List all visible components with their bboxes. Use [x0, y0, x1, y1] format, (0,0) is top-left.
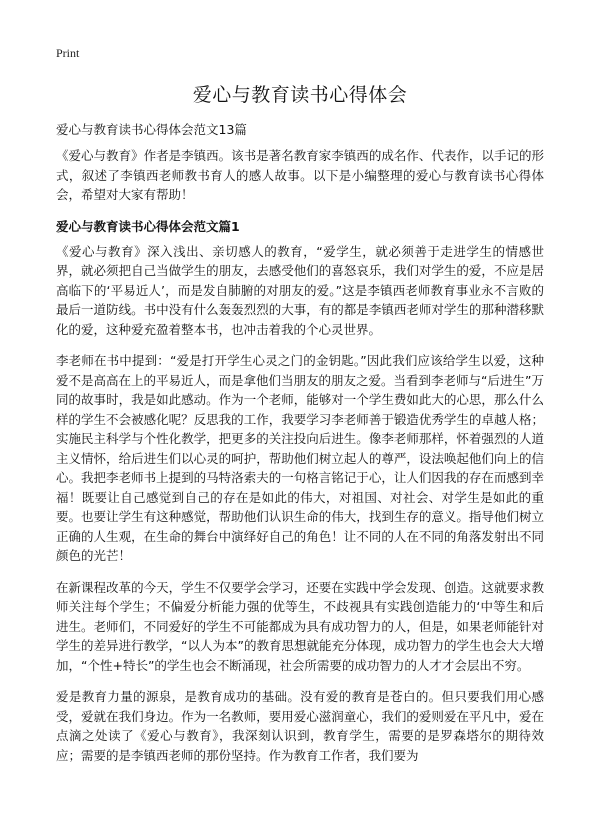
body-paragraph: 《爱心与教育》深入浅出、亲切感人的教育，“爱学生，就必须善于走进学生的情感世界，就必须把自己当做学生的朋友，去感受他们的喜怒哀乐，我们对学生的爱，不应是居高临下的‘平易近人’，而是发自肺腑的对朋友的爱。”这是李镇西老师教育事业永不言败的最后一道防线。书中没有什么轰轰烈烈的大事，有的都是李镇西老师对学生的那种潜移默化的爱，这种爱充盈着整本书，也冲击着我的个心灵世界。: [56, 243, 544, 337]
document-title: 爱心与教育读书心得体会: [192, 84, 408, 106]
section-heading: 爱心与教育读书心得体会范文篇1: [56, 218, 240, 234]
intro-paragraph: 《爱心与教育》作者是李镇西。该书是著名教育家李镇西的成名作、代表作，以手记的形式，叙述了李镇西老师教书育人的感人故事。以下是小编整理的爱心与教育读书心得体会，希望对大家有帮助！: [56, 148, 544, 202]
document-subtitle: 爱心与教育读书心得体会范文13篇: [56, 122, 247, 137]
print-link[interactable]: Print: [56, 46, 80, 60]
body-paragraph: 爱是教育力量的源泉，是教育成功的基础。没有爱的教育是苍白的。但只要我们用心感受，爱就在我们身边。作为一名教师，要用爱心滋润童心，我们的爱则爱在平凡中，爱在点滴之处读了《爱心与教育》，我深刻认识到，教育学生，需要的是罗森塔尔的期待效应；需要的是李镇西老师的那份坚持。作为教育工作者，我们要为: [56, 689, 544, 763]
body-paragraph: 在新课程改革的今天，学生不仅要学会学习，还要在实践中学会发现、创造。这就要求教师关注每个学生；不偏爱分析能力强的优等生，不歧视具有实践创造能力的‘中等生和后进生。老师们，不同爱好的学生不可能都成为具有成功智力的人，但是，如果老师能针对学生的差异进行教学，“以人为本”的教育思想就能充分体现，成功智力的学生也会大大增加，“个性+特长”的学生也会不断涌现，社会所需要的成功智力的人才才会层出不穷。: [56, 579, 544, 673]
body-paragraph: 李老师在书中提到：“爱是打开学生心灵之门的金钥匙。”因此我们应该给学生以爱，这种爱不是高高在上的平易近人，而是拿他们当朋友的朋友之爱。当看到李老师与“后进生”万同的故事时，我是如此感动。作为一个老师，能够对一个学生费如此大的心思，那么什么样的学生不会被感化呢？反思我的工作，我要学习李老师善于锻造优秀学生的卓越人格；实施民主科学与个性化教学，把更多的关注投向后进生。像李老师那样，怀着强烈的人道主义情怀，给后进生们以心灵的呵护，帮助他们树立起人的尊严，设法唤起他们向上的信心。我把李老师书上提到的马特洛索夫的一句格言铭记于心，让人们因我的存在而感到幸福！既要让自己感觉到自己的存在是如此的伟大，对祖国、对社会、对学生是如此的重要。也要让学生有这种感觉，帮助他们认识生命的伟大，找到生存的意义。指导他们树立正确的人生观，在生命的舞台中演绎好自己的角色！让不同的人在不同的角落发射出不同颜色的光芒！: [56, 353, 544, 563]
document-body: [56, 146, 544, 777]
